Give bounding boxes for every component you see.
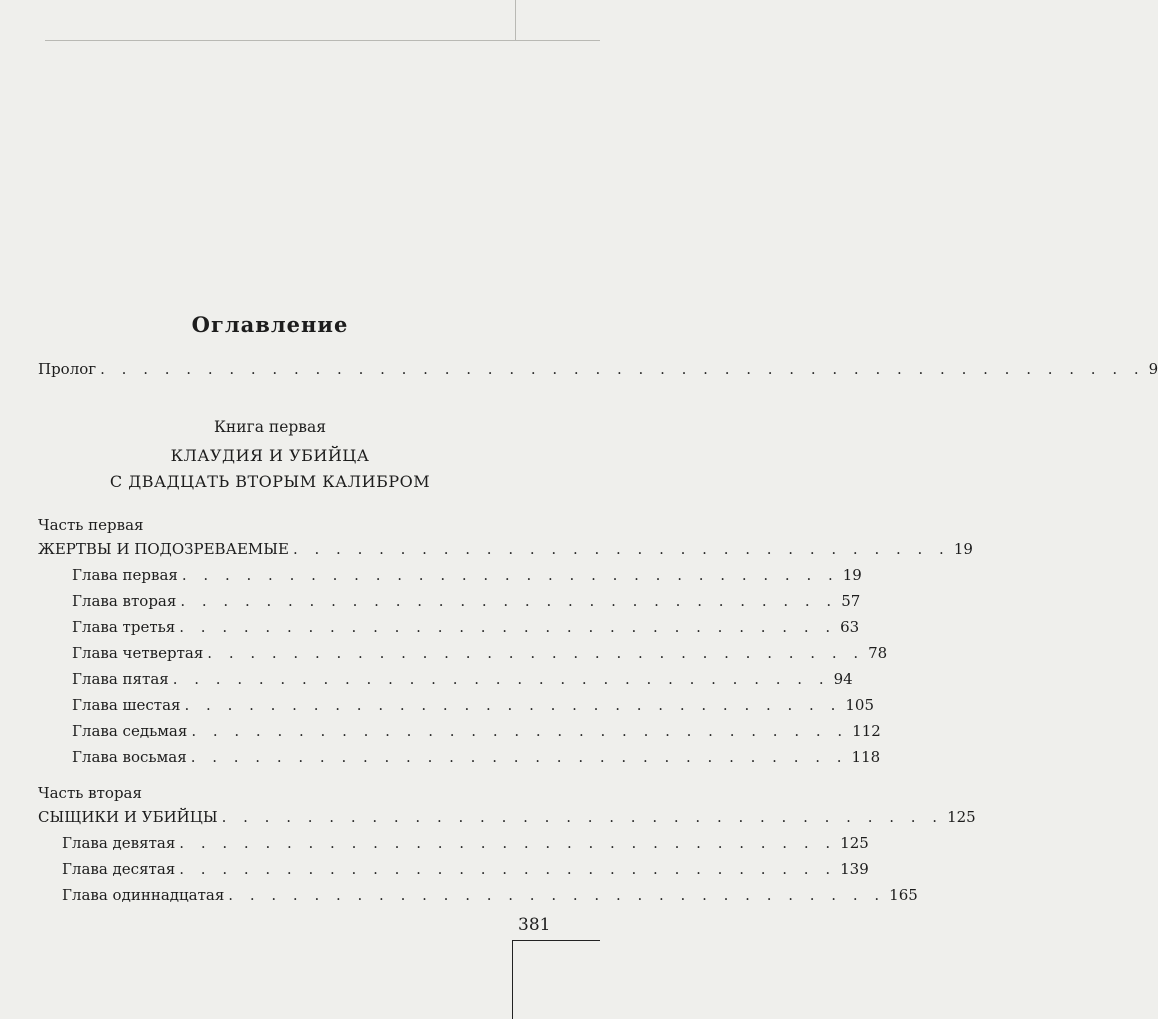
toc-entry-page: 125 bbox=[947, 808, 976, 826]
toc-entry-prologue[interactable] bbox=[38, 360, 1158, 378]
page-number-rule-vertical bbox=[512, 940, 513, 1019]
toc-entry-chapter[interactable] bbox=[72, 670, 853, 688]
leader-dots: . . . . . . . . . . . . . . . . . . . . . . . . . . . . . . . bbox=[190, 748, 848, 766]
toc-entry-part2[interactable] bbox=[38, 808, 976, 826]
leader-dots: . . . . . . . . . . . . . . . . . . . . . . . . . . . . . . . bbox=[180, 592, 838, 610]
toc-entry-label: Глава девятая bbox=[62, 834, 176, 852]
toc-entry-page: 57 bbox=[841, 592, 861, 610]
page-title: Оглавление bbox=[191, 312, 349, 337]
part-label: Часть первая bbox=[38, 516, 144, 534]
toc-entry-label: ЖЕРТВЫ И ПОДОЗРЕВАЕМЫЕ bbox=[38, 540, 289, 558]
toc-entry-chapter[interactable] bbox=[72, 722, 881, 740]
toc-entry-page: 125 bbox=[840, 834, 869, 852]
leader-dots: . . . . . . . . . . . . . . . . . . . . . . . . . . . . . . . bbox=[191, 722, 849, 740]
toc-entry-page: 19 bbox=[953, 540, 973, 558]
toc-entry-chapter[interactable] bbox=[62, 886, 918, 904]
toc-entry-label: СЫЩИКИ И УБИЙЦЫ bbox=[38, 808, 218, 826]
book-title-line2: С ДВАДЦАТЬ ВТОРЫМ КАЛИБРОМ bbox=[109, 472, 431, 491]
toc-entry-label: Глава четвертая bbox=[72, 644, 204, 662]
toc-entry-page: 19 bbox=[842, 566, 862, 584]
toc-entry-label: Глава шестая bbox=[72, 696, 181, 714]
toc-entry-label: Глава седьмая bbox=[72, 722, 188, 740]
leader-dots: . . . . . . . . . . . . . . . . . . . . . . . . . . . . . . . bbox=[184, 696, 842, 714]
toc-entry-label: Глава одиннадцатая bbox=[62, 886, 225, 904]
leader-dots: . . . . . . . . . . . . . . . . . . . . . . . . . . . . . . . bbox=[179, 834, 837, 852]
toc-entry-chapter[interactable] bbox=[72, 618, 860, 636]
toc-entry-page: 63 bbox=[840, 618, 860, 636]
toc-entry-page: 139 bbox=[840, 860, 869, 878]
leader-dots: . . . . . . . . . . . . . . . . . . . . . . . . . . . . . . . bbox=[179, 860, 837, 878]
toc-entry-label: Глава десятая bbox=[62, 860, 176, 878]
toc-entry-label: Глава восьмая bbox=[72, 748, 187, 766]
toc-entry-chapter[interactable] bbox=[62, 834, 869, 852]
toc-entry-label: Пролог bbox=[38, 360, 97, 378]
toc-entry-chapter[interactable] bbox=[72, 696, 874, 714]
toc-entry-chapter[interactable] bbox=[72, 592, 861, 610]
toc-entry-page: 9 bbox=[1148, 360, 1158, 378]
toc-entry-chapter[interactable] bbox=[72, 566, 862, 584]
leader-dots: . . . . . . . . . . . . . . . . . . . . . . . . . . . . . . . bbox=[228, 886, 886, 904]
toc-entry-label: Глава третья bbox=[72, 618, 176, 636]
leader-dots: . . . . . . . . . . . . . . . . . . . . . . . . . . . . . . . . . . . . . . . . . . . . . . . . . bbox=[100, 360, 1145, 378]
toc-entry-chapter[interactable] bbox=[72, 748, 881, 766]
book-title-line1: КЛАУДИЯ И УБИЙЦА bbox=[170, 446, 370, 465]
toc-entry-page: 78 bbox=[868, 644, 888, 662]
leader-dots: . . . . . . . . . . . . . . . . . . . . . . . . . . . . . . . bbox=[292, 540, 950, 558]
leader-dots: . . . . . . . . . . . . . . . . . . . . . . . . . . . . . . . . . . bbox=[221, 808, 944, 826]
leader-dots: . . . . . . . . . . . . . . . . . . . . . . . . . . . . . . . bbox=[207, 644, 865, 662]
toc-entry-chapter[interactable] bbox=[72, 644, 888, 662]
part-label: Часть вторая bbox=[38, 784, 142, 802]
toc-entry-page: 165 bbox=[889, 886, 918, 904]
book-label: Книга первая bbox=[213, 418, 327, 436]
toc-entry-page: 105 bbox=[845, 696, 874, 714]
toc-entry-label: Глава вторая bbox=[72, 592, 177, 610]
page-number: 381 bbox=[518, 915, 551, 935]
page-number-rule bbox=[512, 940, 600, 941]
toc-entry-chapter[interactable] bbox=[62, 860, 869, 878]
toc-entry-part1[interactable] bbox=[38, 540, 973, 558]
leader-dots: . . . . . . . . . . . . . . . . . . . . . . . . . . . . . . . bbox=[172, 670, 830, 688]
toc-entry-page: 94 bbox=[833, 670, 853, 688]
toc-entry-label: Глава пятая bbox=[72, 670, 169, 688]
toc-entry-page: 112 bbox=[852, 722, 881, 740]
leader-dots: . . . . . . . . . . . . . . . . . . . . . . . . . . . . . . . bbox=[179, 618, 837, 636]
leader-dots: . . . . . . . . . . . . . . . . . . . . . . . . . . . . . . . bbox=[181, 566, 839, 584]
toc-entry-page: 118 bbox=[851, 748, 881, 766]
toc-entry-label: Глава первая bbox=[72, 566, 178, 584]
